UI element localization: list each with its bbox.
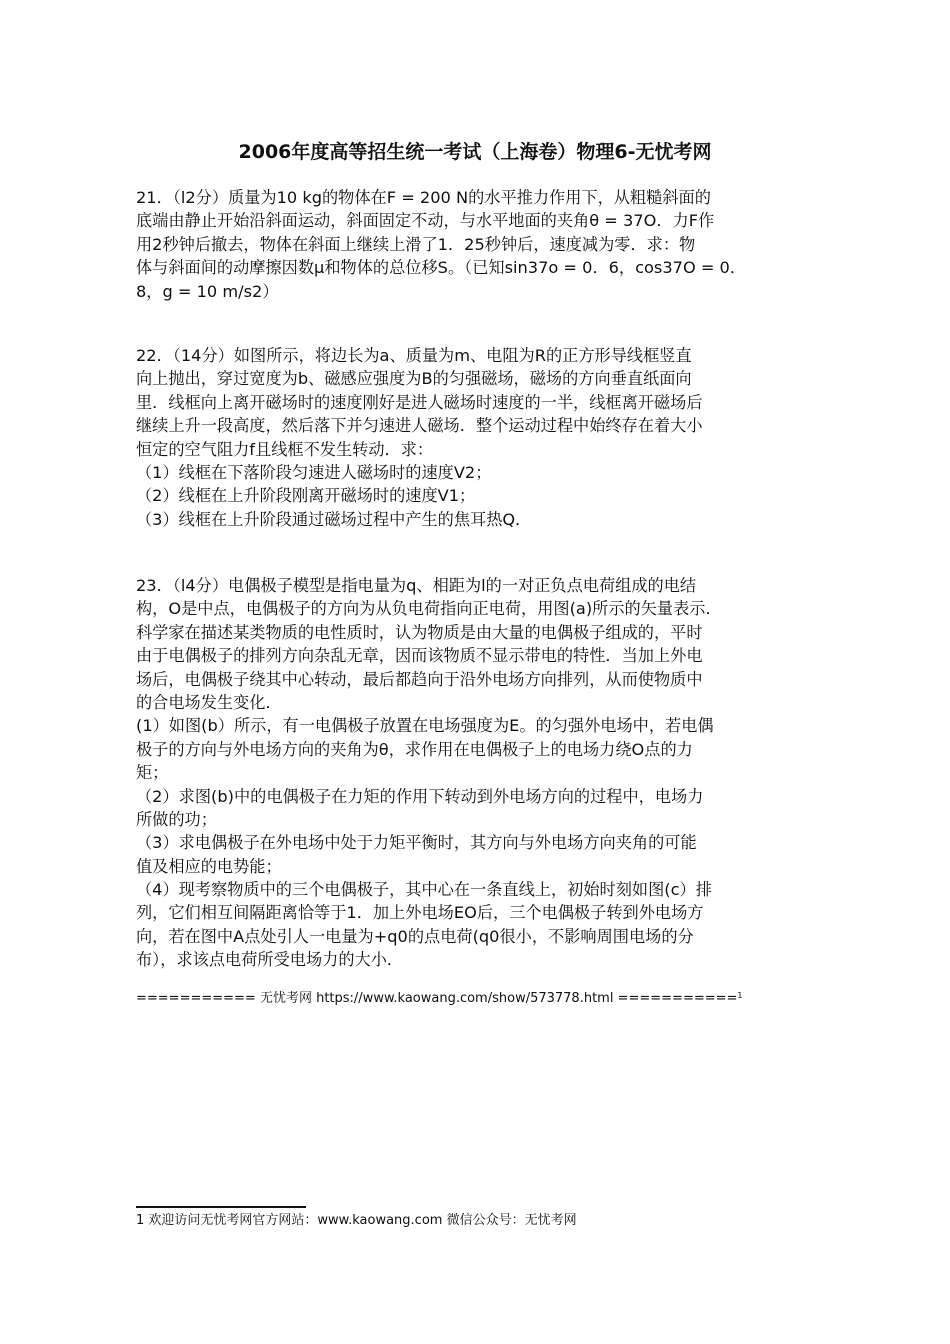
footnote-divider <box>136 1206 306 1208</box>
question-22-line: 向上抛出，穿过宽度为b、磁感应强度为B的匀强磁场，磁场的方向垂直纸面向 <box>136 369 692 389</box>
question-21 <box>136 186 826 303</box>
source-link-line <box>136 990 743 1008</box>
question-23-subquestion: 列，它们相互间隔距离恰等于1．加上外电场EO后，三个电偶极子转到外电场方 <box>136 903 704 923</box>
question-23-subquestion: 向，若在图中A点处引人一电量为+q0的点电荷(q0很小，不影响周围电场的分 <box>136 926 694 946</box>
question-22-subquestion: （3）线框在上升阶段通过磁场过程中产生的焦耳热Q． <box>136 509 532 529</box>
question-23-subquestion: 值及相应的电势能； <box>136 856 282 876</box>
question-22-line: 里．线框向上离开磁场时的速度刚好是进人磁场时速度的一半，线框离开磁场后 <box>136 392 703 412</box>
question-23-subquestion: 布），求该点电荷所受电场力的大小． <box>136 950 404 970</box>
question-23 <box>136 574 826 972</box>
question-21-line: 8，g = 10 m/s2） <box>136 281 279 301</box>
question-23-line: 构，O是中点，电偶极子的方向为从负电荷指向正电荷，用图(a)所示的矢量表示． <box>136 599 722 619</box>
question-22-line: 22．（14分）如图所示，将边长为a、质量为m、电阻为R的正方形导线框竖直 <box>136 346 692 365</box>
question-23-subquestion: 矩； <box>136 763 169 783</box>
footnote: 1 欢迎访问无忧考网官方网站：www.kaowang.com 微信公众号：无忧考网 <box>136 1213 577 1228</box>
question-22-line: 继续上升一段高度，然后落下并匀速进人磁场．整个运动过程中始终存在着大小 <box>136 416 703 436</box>
question-23-subquestion: (1）如图(b）所示，有一电偶极子放置在电场强度为E。的匀强外电场中，若电偶 <box>136 716 714 736</box>
question-21-line: 底端由静止开始沿斜面运动，斜面固定不动，与水平地面的夹角θ = 37O．力F作 <box>136 211 715 231</box>
document-title: 2006年度高等招生统一考试（上海卷）物理6-无忧考网 <box>238 141 712 163</box>
source-link-text[interactable]: =========== 无忧考网 https://www.kaowang.com/show/573778.html =========== <box>136 991 738 1006</box>
question-22-line: 恒定的空气阻力f且线框不发生转动．求： <box>136 439 434 459</box>
question-23-subquestion: （4）现考察物质中的三个电偶极子，其中心在一条直线上，初始时刻如图(c）排 <box>136 880 712 900</box>
question-21-line: 用2秒钟后撤去，物体在斜面上继续上滑了1．25秒钟后，速度减为零．求：物 <box>136 234 696 254</box>
question-23-line: 的合电场发生变化． <box>136 692 282 712</box>
question-23-subquestion: （3）求电偶极子在外电场中处于力矩平衡时，其方向与外电场方向夹角的可能 <box>136 833 697 853</box>
question-23-subquestion: 所做的功； <box>136 809 217 829</box>
question-23-line: 由于电偶极子的排列方向杂乱无章，因而该物质不显示带电的特性．当加上外电 <box>136 646 703 666</box>
question-21-line: 体与斜面间的动摩擦因数μ和物体的总位移S。（已知sin37o = 0．6，cos37O = 0． <box>136 258 747 278</box>
question-23-subquestion: 极子的方向与外电场方向的夹角为θ，求作用在电偶极子上的电场力绕O点的力 <box>136 739 693 759</box>
question-23-subquestion: （2）求图(b)中的电偶极子在力矩的作用下转动到外电场方向的过程中，电场力 <box>136 786 704 806</box>
question-23-line: 23．（l4分）电偶极子模型是指电量为q、相距为l的一对正负点电荷组成的电结 <box>136 576 697 595</box>
footnote-reference: 1 <box>737 991 743 1000</box>
question-22 <box>136 344 826 531</box>
question-21-line: 21．（l2分）质量为10 kg的物体在F = 200 N的水平推力作用下，从粗糙斜面的 <box>136 188 711 207</box>
question-22-subquestion: （2）线框在上升阶段刚离开磁场时的速度V1； <box>136 486 476 506</box>
question-23-line: 场后，电偶极子绕其中心转动，最后都趋向于沿外电场方向排列，从而使物质中 <box>136 669 703 689</box>
question-23-line: 科学家在描述某类物质的电性质时，认为物质是由大量的电偶极子组成的，平时 <box>136 622 703 642</box>
question-22-subquestion: （1）线框在下落阶段匀速进人磁场时的速度V2； <box>136 462 492 482</box>
